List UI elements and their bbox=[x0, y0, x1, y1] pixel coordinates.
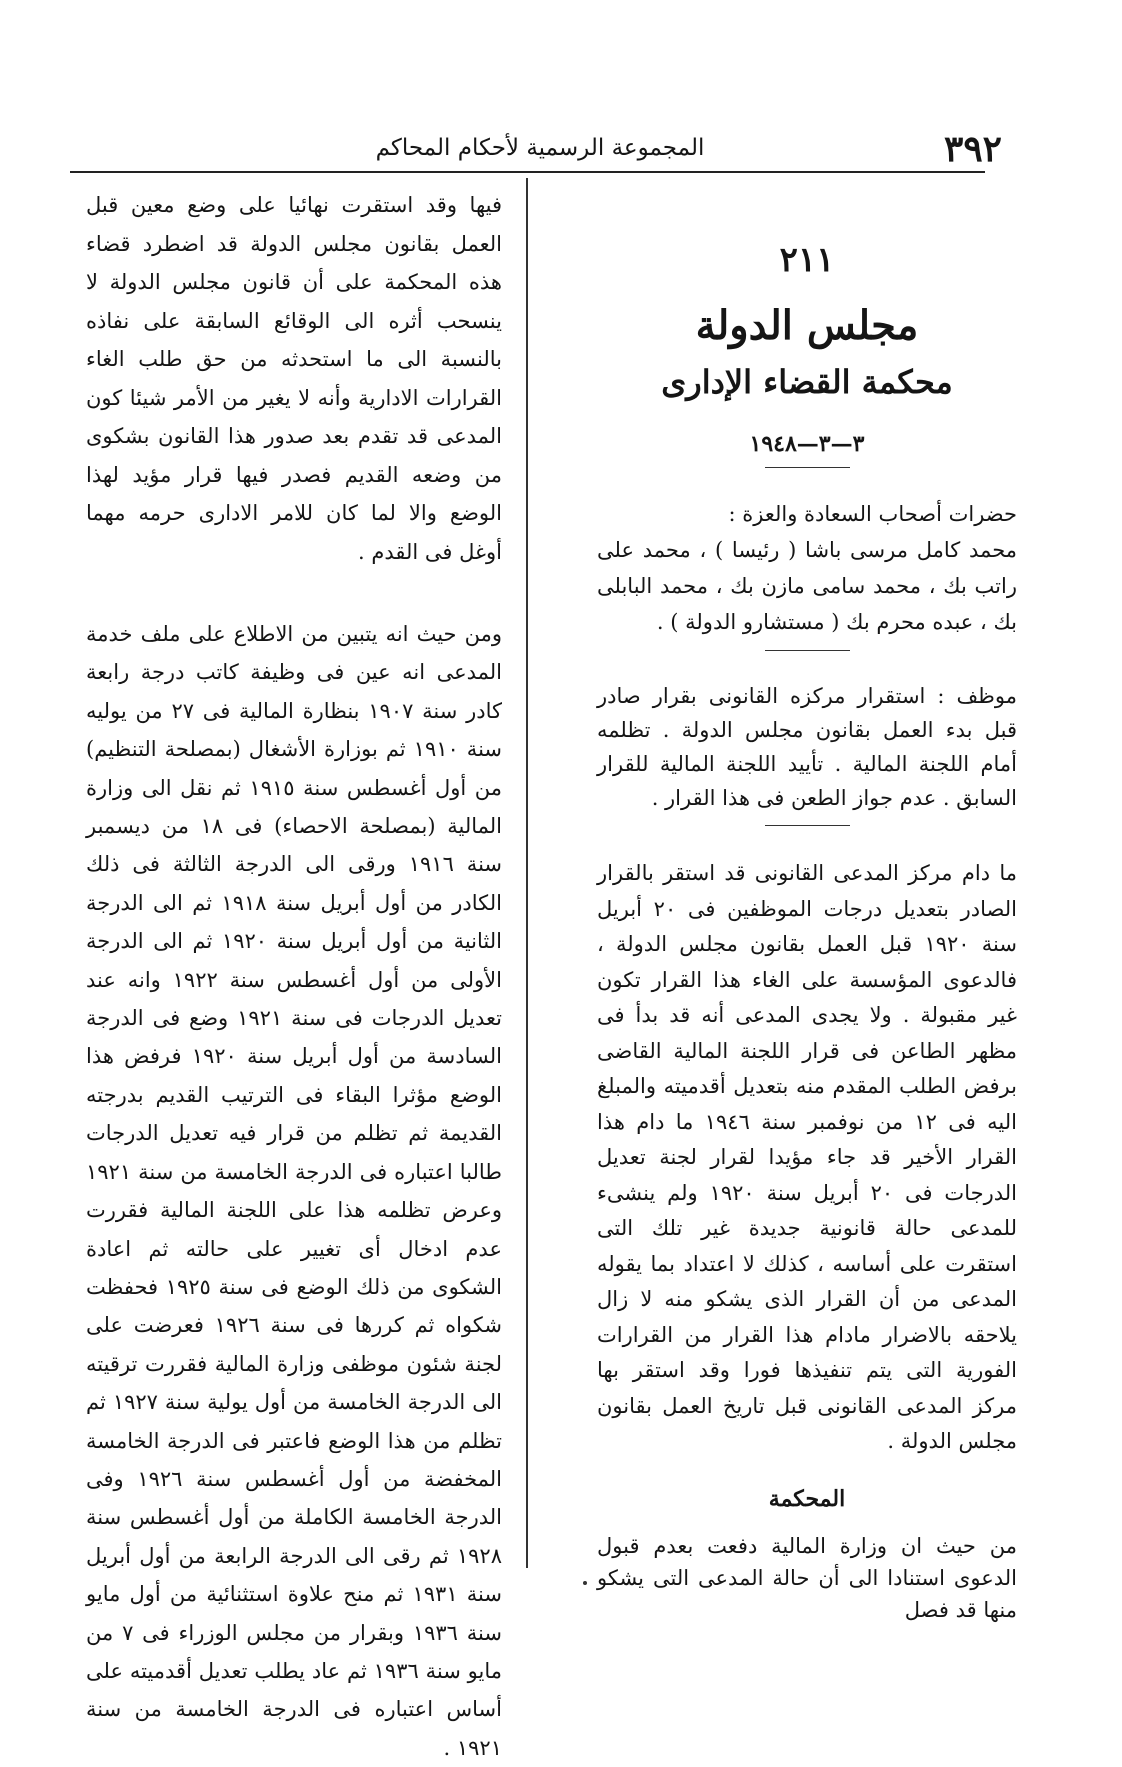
case-subject: موظف : استقرار مركزه القانونى بقرار صادر قبل بدء العمل بقانون مجلس الدولة . تظلمه أمام اللجنة المالية . تأييد اللجنة المالية للقرار السابق . عدم جواز الطعن فى هذا القرار . bbox=[597, 684, 1017, 810]
bench-intro: حضرات أصحاب السعادة والعزة : bbox=[728, 502, 1017, 526]
left-column bbox=[86, 186, 502, 1767]
header-rule bbox=[70, 171, 985, 173]
section-heading-court: المحكمة bbox=[768, 1485, 846, 1512]
print-speck bbox=[583, 1581, 587, 1585]
case-number: ٢١١ bbox=[779, 240, 835, 280]
right-column bbox=[597, 178, 1017, 1626]
legal-principle: ما دام مركز المدعى القانونى قد استقر بالقرار الصادر بتعديل درجات الموظفين فى ٢٠ أبريل سنة ١٩٢٠ قبل العمل بقانون مجلس الدولة ، فالدعوى المؤسسة على الغاء هذا القرار تكون غير مقبولة . ولا يجدى المدعى أنه قد بدأ فى مظهر الطاعن فى قرار اللجنة المالية القاضى برفض الطلب المقدم منه بتعديل أقدميته والمبلغ اليه فى ١٢ من نوفمبر سنة ١٩٤٦ ما دام هذا القرار الأخير قد جاء مؤيدا لقرار لجنة تعديل الدرجات فى ٢٠ أبريل سنة ١٩٢٠ ولم ينشىء للمدعى حالة قانونية جديدة غير تلك التى استقرت على أساسه ، كذلك لا اعتداد بما يقوله المدعى من أن القرار الذى يشكو منه لا زال يلاحقه بالاضرار مادام هذا القرار من القرارات الفورية التى يتم تنفيذها فورا وقد استقر بها مركز المدعى القانونى قبل تاريخ العمل بقانون مجلس الدولة . bbox=[597, 861, 1017, 1453]
case-date: ٣—٣—١٩٤٨ bbox=[749, 431, 865, 457]
ruling-paragraph: ومن حيث انه يتبين من الاطلاع على ملف خدمة المدعى انه عين فى وظيفة كاتب درجة رابعة كادر سنة ١٩٠٧ بنظارة المالية فى ٢٧ من يوليه سنة ١٩١٠ ثم بوزارة الأشغال (بمصلحة التنظيم) من أول أغسطس سنة ١٩١٥ ثم نقل الى وزارة المالية (بمصلحة الاحصاء) فى ١٨ من ديسمبر سنة ١٩١٦ ورقى الى الدرجة الثالثة فى ذلك الكادر من أول أبريل سنة ١٩١٨ ثم الى الدرجة الثانية من أول أبريل سنة ١٩٢٠ ثم الى الدرجة الأولى من أول أغسطس سنة ١٩٢٢ وانه عند تعديل الدرجات فى سنة ١٩٢١ وضع فى الدرجة السادسة من أول أبريل سنة ١٩٢٠ فرفض هذا الوضع مؤثرا البقاء فى الترتيب القديم بدرجته القديمة ثم تظلم من قرار فيه تعديل الدرجات طالبا اعتباره فى الدرجة الخامسة من سنة ١٩٢١ وعرض تظلمه هذا على اللجنة المالية فقررت عدم ادخال أى تغيير على حالته ثم اعادة الشكوى من ذلك الوضع فى سنة ١٩٢٥ فحفظت شكواه ثم كررها فى سنة ١٩٢٦ فعرضت على لجنة شئون موظفى وزارة المالية فقررت ترقيته الى الدرجة الخامسة من أول يولية سنة ١٩٢٧ ثم تظلم من هذا الوضع فاعتبر فى الدرجة الخامسة المخفضة من أول أغسطس سنة ١٩٢٦ وفى الدرجة الخامسة الكاملة من أول أغسطس سنة ١٩٢٨ ثم رقى الى الدرجة الرابعة من أول أبريل سنة ١٩٣١ ثم منح علاوة استثنائية من أول مايو سنة ١٩٣٦ وبقرار من مجلس الوزراء فى ٧ من مايو سنة ١٩٣٦ ثم عاد يطلب تعديل أقدميته على أساس اعتباره فى الدرجة الخامسة من سنة ١٩٢١ . bbox=[86, 622, 502, 1760]
column-divider bbox=[526, 178, 528, 1568]
court-division: محكمة القضاء الإدارى bbox=[661, 363, 953, 401]
separator-rule bbox=[765, 467, 850, 468]
running-title: المجموعة الرسمية لأحكام المحاكم bbox=[375, 135, 705, 161]
page-number: ٣٩٢ bbox=[943, 128, 1002, 170]
ruling-text-start: من حيث ان وزارة المالية دفعت بعدم قبول الدعوى استنادا الى أن حالة المدعى التى يشكو منها قد فصل bbox=[597, 1533, 1017, 1622]
ruling-paragraph: فيها وقد استقرت نهائيا على وضع معين قبل العمل بقانون مجلس الدولة قد اضطرد قضاء هذه المحكمة على أن قانون مجلس الدولة لا ينسحب أثره الى الوقائع السابقة على نفاذه بالنسبة الى ما استحدثه من حق طلب الغاء القرارات الادارية وأنه لا يغير من الأمر شيئا كون المدعى قد تقدم بعد صدور هذا القانون بشكوى من وضعه القديم فصدر فيها قرار مؤيد لهذا الوضع والا لما كان للامر الادارى حرمه مهما أوغل فى القدم . bbox=[86, 193, 502, 564]
separator-rule bbox=[765, 650, 850, 651]
bench-members: محمد كامل مرسى باشا ( رئيسا ) ، محمد على راتب بك ، محمد سامى مازن بك ، محمد البابلى بك ، عبده محرم بك ( مستشارو الدولة ) . bbox=[597, 538, 1017, 634]
court-name: مجلس الدولة bbox=[695, 302, 919, 349]
separator-rule bbox=[765, 825, 850, 826]
